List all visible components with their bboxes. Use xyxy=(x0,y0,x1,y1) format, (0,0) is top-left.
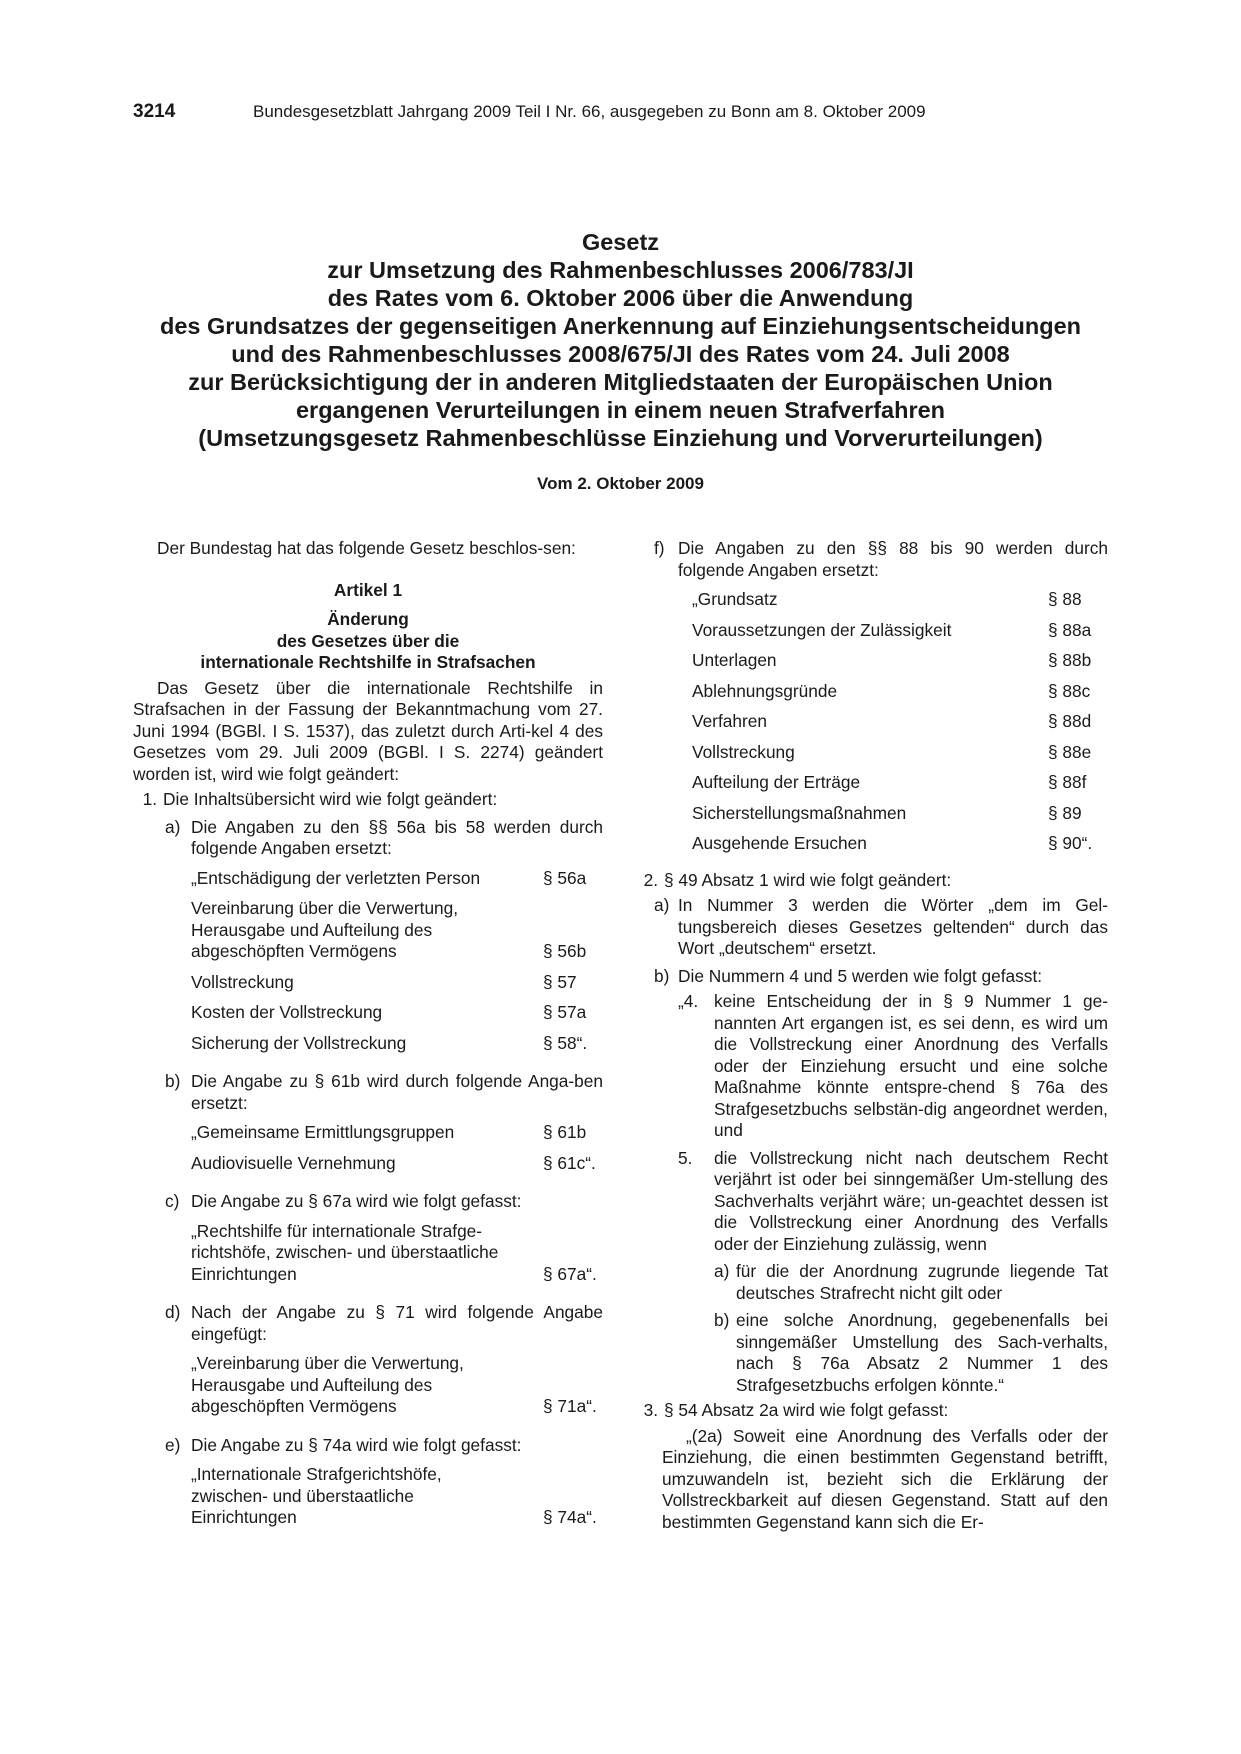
section-number: § 71a“. xyxy=(543,1396,597,1416)
section-label: „Entschädigung der verletzten Person xyxy=(191,867,481,888)
section-number: § 56a xyxy=(543,867,587,888)
left-column xyxy=(133,538,603,1546)
section-number: § 90“. xyxy=(1048,833,1093,853)
section-number: § 61b xyxy=(543,1122,587,1142)
section-row xyxy=(191,1464,603,1529)
item-number: 1. xyxy=(142,789,157,809)
quoted-subitem-text: für die der Anordnung zugrunde liegende Tat deutsches Strafrecht nicht gilt oder xyxy=(736,1261,1108,1303)
list-item xyxy=(165,1071,603,1114)
article-number: Artikel 1 xyxy=(333,579,403,600)
section-number: § 88c xyxy=(1048,680,1091,701)
section-label: Voraussetzungen der Zulässigkeit xyxy=(692,619,952,640)
section-label: Audiovisuelle Vernehmung xyxy=(191,1152,396,1173)
section-label: Aufteilung der Erträge xyxy=(692,772,861,792)
section-row xyxy=(692,742,1108,764)
section-row xyxy=(191,972,603,994)
title-line: ergangenen Verurteilungen in einem neuen Strafverfahren xyxy=(295,397,946,423)
running-head: Bundesgesetzblatt Jahrgang 2009 Teil I Nr. 66, ausgegeben zu Bonn am 8. Oktober 2009 xyxy=(253,102,926,121)
item-number: d) xyxy=(165,1302,181,1322)
section-row xyxy=(692,681,1108,703)
item-number: b) xyxy=(165,1071,181,1091)
section-table xyxy=(191,1122,603,1174)
section-row xyxy=(191,898,603,963)
quoted-subitem-text: eine solche Anordnung, gegebenenfalls bei sinngemäßer Umstellung des Sach-verhalts, nach § 76a Absatz 2 Nummer 1 des Strafgesetzbuchs erfolgen könnte.“ xyxy=(736,1310,1108,1395)
section-label: Kosten der Vollstreckung xyxy=(191,1002,383,1022)
section-row xyxy=(692,833,1108,855)
item-number: a) xyxy=(654,895,670,915)
section-row xyxy=(191,1033,603,1055)
list-item xyxy=(654,895,1108,960)
item-text: Die Angabe zu § 74a wird wie folgt gefasst: xyxy=(191,1434,522,1455)
article-heading-line: des Gesetzes über die xyxy=(276,630,460,651)
title-line: (Umsetzungsgesetz Rahmenbeschlüsse Einziehung und Vorverurteilungen) xyxy=(198,425,1043,451)
section-label: Vollstreckung xyxy=(191,971,294,992)
section-number: § 58“. xyxy=(543,1032,588,1053)
quoted-item-text: keine Entscheidung der in § 9 Nummer 1 ge-nannten Art ergangen ist, es sei denn, es wird um die Vollstreckung einer Anordnung des Verfalls oder der Einziehung ersucht und eine solche Maßnahme könnte entspre-chend § 76a des Strafgesetzbuchs selbstän-dig angeordnet werden, und xyxy=(714,991,1108,1140)
section-label: Sicherung der Vollstreckung xyxy=(191,1032,407,1053)
title-line: des Rates vom 6. Oktober 2006 über die Anwendung xyxy=(327,285,914,311)
quoted-item xyxy=(678,991,1108,1142)
section-row xyxy=(692,772,1108,794)
subitem-list xyxy=(642,538,1108,855)
item-number: 3. xyxy=(643,1400,658,1420)
section-label: Sicherstellungsmaßnahmen xyxy=(692,802,907,823)
section-number: § 88d xyxy=(1048,711,1092,731)
quoted-subitem-number: b) xyxy=(714,1310,730,1330)
section-label: „Grundsatz xyxy=(692,589,778,609)
list-item xyxy=(165,1302,603,1345)
section-number: § 57a xyxy=(543,1002,587,1022)
section-table xyxy=(191,1353,603,1418)
section-label: Ausgehende Ersuchen xyxy=(692,833,867,853)
subitem-list xyxy=(133,811,603,1546)
title-line: und des Rahmenbeschlusses 2008/675/JI des Rates vom 24. Juli 2008 xyxy=(231,341,1010,367)
section-row xyxy=(191,868,603,890)
section-row xyxy=(191,1353,603,1418)
article-heading-line: Änderung xyxy=(327,609,409,629)
list-item xyxy=(654,966,1108,988)
title-line: des Grundsatzes der gegenseitigen Anerkennung auf Einziehungsentscheidungen xyxy=(160,313,1081,339)
section-label: Vollstreckung xyxy=(692,741,795,762)
item-text: § 49 Absatz 1 wird wie folgt geändert: xyxy=(664,869,952,890)
law-title xyxy=(60,228,1181,452)
page-header xyxy=(133,100,1111,124)
date-line: Vom 2. Oktober 2009 xyxy=(537,474,704,493)
item-text: Die Angabe zu § 67a wird wie folgt gefasst: xyxy=(191,1191,522,1211)
section-row xyxy=(692,620,1108,642)
quoted-item-number: „4. xyxy=(678,991,699,1011)
section-table xyxy=(191,1221,603,1286)
list-item xyxy=(165,817,603,860)
section-number: § 56b xyxy=(543,941,587,961)
title-line: zur Umsetzung des Rahmenbeschlusses 2006/783/JI xyxy=(327,257,914,283)
right-column xyxy=(642,538,1108,1533)
item-text: Die Nummern 4 und 5 werden wie folgt gefasst: xyxy=(678,965,1043,986)
section-label: Verfahren xyxy=(692,711,767,731)
item-text: Die Angaben zu den §§ 88 bis 90 werden durch folgende Angaben ersetzt: xyxy=(678,538,1108,580)
section-label: Vereinbarung über die Verwertung, Herausgabe und Aufteilung des abgeschöpften Vermögens xyxy=(191,898,459,961)
intro-paragraph: Der Bundestag hat das folgende Gesetz beschlos-sen: xyxy=(157,538,576,558)
section-row xyxy=(692,803,1108,825)
section-number: § 88b xyxy=(1048,650,1092,670)
section-label: „Gemeinsame Ermittlungsgruppen xyxy=(191,1122,455,1142)
section-label: Ablehnungsgründe xyxy=(692,680,838,701)
section-number: § 88 xyxy=(1048,589,1082,609)
article-text: Das Gesetz über die internationale Rechtshilfe in Strafsachen in der Fassung der Bekanntmachung vom 27. Juni 1994 (BGBl. I S. 1537), das zuletzt durch Arti-kel 4 des Gesetzes vom 29. Juli 2009 (BGBl. I S. 2274) geändert worden ist, wird wie folgt geändert: xyxy=(133,677,603,784)
item-text: § 54 Absatz 2a wird wie folgt gefasst: xyxy=(664,1400,949,1420)
title-line: zur Berücksichtigung der in anderen Mitgliedstaaten der Europäischen Union xyxy=(188,369,1053,395)
section-label: Unterlagen xyxy=(692,650,777,670)
list-item xyxy=(165,1191,603,1213)
section-label: „Vereinbarung über die Verwertung, Herausgabe und Aufteilung des abgeschöpften Vermögens xyxy=(191,1353,464,1416)
section-number: § 61c“. xyxy=(543,1152,596,1173)
section-row xyxy=(692,650,1108,672)
item-number: 2. xyxy=(643,869,658,890)
section-table xyxy=(692,589,1108,855)
section-row xyxy=(191,1153,603,1175)
item-number: b) xyxy=(654,965,670,986)
item-number: e) xyxy=(165,1434,181,1455)
section-row xyxy=(692,711,1108,733)
quoted-subitem xyxy=(714,1261,1108,1304)
page-number: 3214 xyxy=(133,101,176,122)
section-row xyxy=(692,589,1108,611)
item-text: Die Inhaltsübersicht wird wie folgt geändert: xyxy=(163,789,498,809)
quoted-subitem xyxy=(714,1310,1108,1396)
section-number: § 67a“. xyxy=(543,1263,597,1284)
section-row xyxy=(191,1122,603,1144)
item-number: c) xyxy=(165,1191,180,1211)
item-text: Die Angaben zu den §§ 56a bis 58 werden durch folgende Angaben ersetzt: xyxy=(191,816,603,858)
item-number: a) xyxy=(165,816,181,837)
quoted-item xyxy=(678,1148,1108,1256)
article-heading-line: internationale Rechtshilfe in Strafsachen xyxy=(200,652,536,672)
item-text: In Nummer 3 werden die Wörter „dem im Gel-tungsbereich dieses Gesetzes geltenden“ durch das Wort „deutschem“ ersetzt. xyxy=(678,895,1108,958)
section-number: § 74a“. xyxy=(543,1507,597,1527)
section-row xyxy=(191,1002,603,1024)
section-label: „Rechtshilfe für internationale Strafge- richtshöfe, zwischen- und überstaatliche Einrichtungen xyxy=(191,1220,499,1284)
quoted-subitem-number: a) xyxy=(714,1261,730,1281)
section-number: § 88a xyxy=(1048,619,1092,640)
list-item xyxy=(165,1435,603,1457)
item-number: f) xyxy=(654,538,665,558)
title-line: Gesetz xyxy=(581,229,660,255)
list-item xyxy=(634,1400,1108,1422)
section-number: § 57 xyxy=(543,971,577,992)
section-label: „Internationale Strafgerichtshöfe, zwischen- und überstaatliche Einrichtungen xyxy=(191,1464,442,1527)
amendment-text: „(2a) Soweit eine Anordnung des Verfalls oder der Einziehung, die einen bestimmten Gegenstand betrifft, umzuwandeln ist, bezieht sich die Erklärung der Vollstreckbarkeit auf diesen Gegenstand. Statt auf den bestimmten Gegenstand kann sich die Er- xyxy=(662,1425,1108,1532)
section-row xyxy=(191,1221,603,1286)
list-item xyxy=(133,789,603,811)
list-item xyxy=(634,870,1108,892)
section-number: § 88e xyxy=(1048,741,1092,762)
item-text: Nach der Angabe zu § 71 wird folgende Angabe eingefügt: xyxy=(191,1302,603,1344)
section-table xyxy=(191,868,603,1055)
section-number: § 88f xyxy=(1048,772,1087,792)
quoted-item-text: die Vollstreckung nicht nach deutschem Recht verjährt ist oder bei sinngemäßer Um-stellung des Sachverhalts verjährt wäre; un-geachtet dessen ist die Vollstreckung einer Anordnung des Verfalls oder der Einziehung zulässig, wenn xyxy=(714,1147,1108,1254)
list-item xyxy=(654,538,1108,581)
item-text: Die Angabe zu § 61b wird durch folgende Anga-ben ersetzt: xyxy=(191,1071,603,1113)
quoted-item-number: 5. xyxy=(678,1147,693,1168)
section-table xyxy=(191,1464,603,1529)
quoted-text xyxy=(678,991,1108,1396)
section-number: § 89 xyxy=(1048,802,1082,823)
